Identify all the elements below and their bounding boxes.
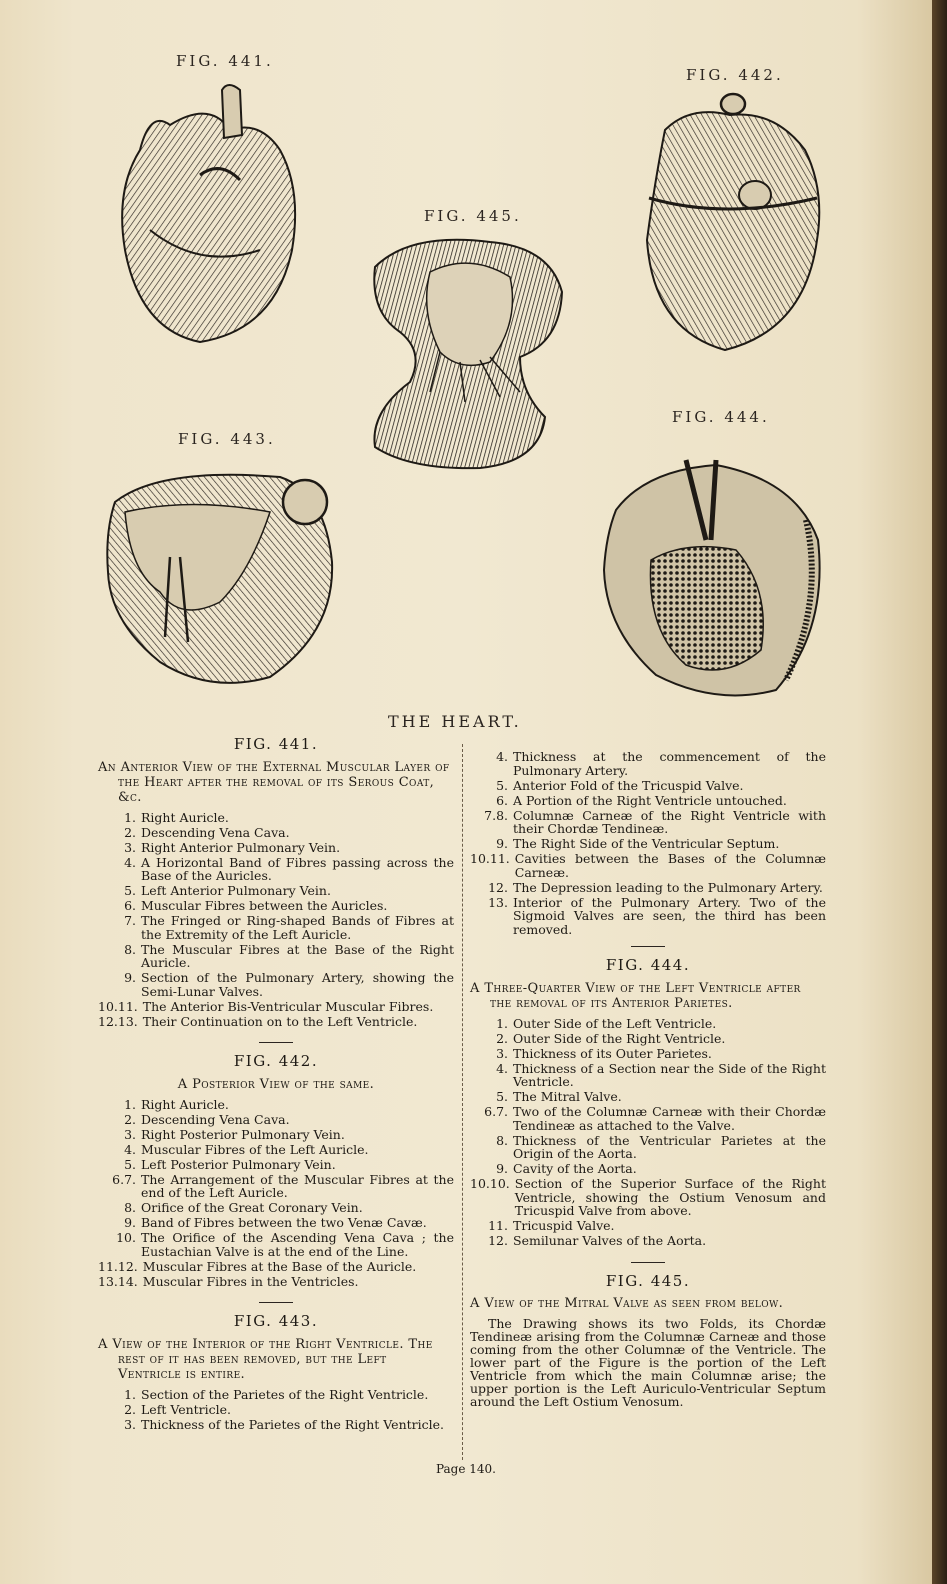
list-item bbox=[98, 1275, 454, 1289]
item-text: Right Posterior Pulmonary Vein. bbox=[141, 1126, 345, 1142]
list-item bbox=[470, 837, 826, 851]
right-column bbox=[470, 750, 826, 1408]
item-text: Tricuspid Valve. bbox=[513, 1218, 615, 1233]
item-number: 11. bbox=[488, 1218, 508, 1233]
item-text: Muscular Fibres at the Base of the Auricle. bbox=[142, 1258, 417, 1274]
fig-443-right-ventricle-illustration bbox=[100, 462, 338, 692]
item-number: 3. bbox=[124, 1126, 136, 1142]
fig-442-items bbox=[98, 1098, 454, 1289]
fig-445-caption: FIG. 445. bbox=[424, 207, 522, 225]
item-text: Descending Vena Cava. bbox=[141, 824, 290, 840]
item-number: 8. bbox=[124, 941, 136, 957]
item-number: 10.11. bbox=[98, 998, 138, 1014]
item-number: 5. bbox=[124, 883, 136, 898]
item-number: 6.7. bbox=[484, 1104, 508, 1119]
item-number: 4. bbox=[124, 1141, 136, 1157]
list-item bbox=[98, 884, 454, 898]
list-item bbox=[98, 1000, 454, 1014]
fig-442-heart-illustration bbox=[635, 90, 827, 360]
item-number: 10.10. bbox=[470, 1176, 510, 1191]
item-text: Section of the Pulmonary Artery, showing the Semi-Lunar Valves. bbox=[141, 970, 454, 999]
item-number: 9. bbox=[124, 970, 136, 985]
list-item bbox=[470, 809, 826, 836]
list-item bbox=[98, 1098, 454, 1112]
item-text: Section of the Superior Surface of the Right Ventricle, showing the Ostium Venosum and Tricuspid Valve from above. bbox=[514, 1176, 826, 1218]
fig-442-title: A Posterior View of the same. bbox=[177, 1076, 375, 1092]
fig-443-items-part1 bbox=[98, 1388, 454, 1432]
list-item bbox=[98, 1403, 454, 1417]
list-item bbox=[470, 852, 826, 879]
list-item bbox=[98, 826, 454, 840]
section-divider bbox=[631, 946, 665, 947]
item-text: Muscular Fibres of the Left Auricle. bbox=[141, 1141, 369, 1157]
item-number: 7.8. bbox=[484, 807, 508, 823]
item-number: 4. bbox=[496, 1060, 508, 1076]
item-number: 2. bbox=[124, 1401, 136, 1417]
fig-441-title: An Anterior View of the External Muscular Layer of the Heart after the removal of its Serous Coat, &c. bbox=[98, 759, 450, 805]
item-number: 3. bbox=[496, 1045, 508, 1061]
list-item bbox=[470, 794, 826, 808]
item-text: The Arrangement of the Muscular Fibres at the end of the Left Auricle. bbox=[141, 1171, 454, 1200]
list-item bbox=[470, 779, 826, 793]
item-text: Thickness at the commencement of the Pulmonary Artery. bbox=[513, 749, 826, 778]
item-text: The Right Side of the Ventricular Septum. bbox=[513, 836, 780, 851]
list-item bbox=[470, 1134, 826, 1161]
item-text: Left Anterior Pulmonary Vein. bbox=[141, 883, 331, 898]
list-item bbox=[470, 1032, 826, 1046]
item-text: Orifice of the Great Coronary Vein. bbox=[141, 1200, 363, 1215]
list-item bbox=[98, 971, 454, 998]
item-text: Band of Fibres between the two Venæ Cavæ. bbox=[141, 1215, 427, 1230]
item-text: The Muscular Fibres at the Base of the Right Auricle. bbox=[141, 941, 454, 970]
fig-441-heart-illustration bbox=[110, 80, 310, 350]
column-divider bbox=[462, 744, 463, 1460]
fig-445-title: A View of the Mitral Valve as seen from below. bbox=[470, 1296, 784, 1311]
item-text: Section of the Parietes of the Right Ventricle. bbox=[141, 1386, 429, 1402]
item-number: 1. bbox=[496, 1015, 508, 1031]
fig-444-caption: FIG. 444. bbox=[672, 408, 770, 426]
item-number: 13.14. bbox=[98, 1273, 138, 1289]
item-number: 2. bbox=[124, 1111, 136, 1127]
section-divider bbox=[259, 1302, 293, 1303]
list-item bbox=[470, 1105, 826, 1132]
item-text: Cavity of the Aorta. bbox=[513, 1161, 637, 1176]
item-text: The Anterior Bis-Ventricular Muscular Fibres. bbox=[142, 998, 434, 1014]
list-item bbox=[98, 943, 454, 970]
list-item bbox=[98, 1128, 454, 1142]
item-text: A Horizontal Band of Fibres passing across the Base of the Auricles. bbox=[141, 854, 454, 883]
list-item bbox=[470, 1062, 826, 1089]
item-number: 7. bbox=[124, 913, 136, 928]
item-text: Their Continuation on to the Left Ventricle. bbox=[142, 1013, 418, 1029]
item-number: 2. bbox=[124, 824, 136, 840]
list-item bbox=[470, 1017, 826, 1031]
list-item bbox=[98, 856, 454, 883]
item-text: Interior of the Pulmonary Artery. Two of the Sigmoid Valves are seen, the third has been removed. bbox=[513, 894, 826, 937]
list-item bbox=[98, 1418, 454, 1432]
list-item bbox=[470, 1219, 826, 1233]
item-number: 5. bbox=[496, 777, 508, 793]
item-number: 1. bbox=[124, 809, 136, 825]
list-item bbox=[98, 1388, 454, 1402]
fig-443-title: A View of the Interior of the Right Ventricle. The rest of it has been removed, but the Left Ventricle is entire. bbox=[98, 1336, 433, 1382]
item-number: 13. bbox=[488, 894, 508, 910]
item-text: Right Auricle. bbox=[141, 809, 229, 825]
item-text: Muscular Fibres between the Auricles. bbox=[141, 898, 388, 913]
item-number: 9. bbox=[124, 1215, 136, 1230]
list-item bbox=[98, 899, 454, 913]
list-item bbox=[470, 1047, 826, 1061]
item-text: Columnæ Carneæ of the Right Ventricle with their Chordæ Tendineæ. bbox=[513, 807, 826, 836]
list-item bbox=[98, 811, 454, 825]
fig-443-caption: FIG. 443. bbox=[178, 430, 276, 448]
item-number: 4. bbox=[496, 749, 508, 764]
section-divider bbox=[631, 1262, 665, 1263]
item-text: The Mitral Valve. bbox=[513, 1089, 622, 1104]
item-text: Thickness of the Parietes of the Right Ventricle. bbox=[141, 1416, 444, 1432]
item-text: The Fringed or Ring-shaped Bands of Fibres at the Extremity of the Left Auricle. bbox=[141, 913, 454, 942]
item-number: 6. bbox=[124, 898, 136, 913]
fig-442-caption: FIG. 442. bbox=[686, 66, 784, 84]
list-item bbox=[470, 750, 826, 777]
list-item bbox=[470, 896, 826, 937]
list-item bbox=[98, 1231, 454, 1258]
fig-441-caption: FIG. 441. bbox=[176, 52, 274, 70]
fig-444-left-ventricle-illustration bbox=[596, 450, 828, 706]
fig-445-description: The Drawing shows its two Folds, its Chordæ Tendineæ arising from the Columnæ Carneæ and those coming from the other Columnæ of the Ventricle. The lower part of the Figure is the portion of the Left Ventricle from which the main Columnæ arise; the upper portion is the Left Auriculo-Ventricular Septum around the Left Ostium Venosum. bbox=[470, 1316, 826, 1409]
fig-441-heading: FIG. 441. bbox=[233, 735, 319, 753]
item-number: 10.11. bbox=[470, 851, 510, 866]
fig-443-heading: FIG. 443. bbox=[233, 1312, 319, 1330]
item-text: The Depression leading to the Pulmonary Artery. bbox=[513, 879, 823, 895]
item-number: 12.13. bbox=[98, 1013, 138, 1029]
list-item bbox=[470, 1162, 826, 1176]
fig-441-items bbox=[98, 811, 454, 1029]
item-text: Anterior Fold of the Tricuspid Valve. bbox=[513, 777, 744, 793]
item-number: 5. bbox=[496, 1089, 508, 1104]
plate-title: THE HEART. bbox=[388, 712, 522, 731]
item-text: A Portion of the Right Ventricle untouched. bbox=[513, 792, 787, 808]
item-text: Outer Side of the Left Ventricle. bbox=[513, 1015, 717, 1031]
item-text: Muscular Fibres in the Ventricles. bbox=[142, 1273, 359, 1289]
section-divider bbox=[259, 1042, 293, 1043]
fig-444-heading: FIG. 444. bbox=[605, 956, 691, 974]
item-text: Two of the Columnæ Carneæ with their Chordæ Tendineæ as attached to the Valve. bbox=[513, 1104, 826, 1133]
item-text: Descending Vena Cava. bbox=[141, 1111, 290, 1127]
fig-444-items bbox=[470, 1017, 826, 1248]
item-number: 4. bbox=[124, 854, 136, 870]
list-item bbox=[98, 841, 454, 855]
item-text: Semilunar Valves of the Aorta. bbox=[513, 1233, 707, 1248]
item-number: 6.7. bbox=[112, 1171, 136, 1187]
item-number: 1. bbox=[124, 1386, 136, 1402]
left-column bbox=[98, 735, 454, 1433]
item-number: 12. bbox=[488, 879, 508, 895]
item-number: 9. bbox=[496, 836, 508, 851]
item-text: Thickness of a Section near the Side of the Right Ventricle. bbox=[513, 1060, 826, 1089]
item-text: Cavities between the Bases of the Columnæ Carneæ. bbox=[514, 851, 826, 880]
item-number: 1. bbox=[124, 1096, 136, 1112]
list-item bbox=[98, 1216, 454, 1230]
item-text: Left Ventricle. bbox=[141, 1401, 232, 1417]
list-item bbox=[470, 1177, 826, 1218]
book-binding-edge bbox=[932, 0, 947, 1584]
list-item bbox=[470, 881, 826, 895]
fig-443-items-part2 bbox=[470, 750, 826, 936]
item-text: Left Posterior Pulmonary Vein. bbox=[141, 1156, 336, 1172]
item-number: 12. bbox=[488, 1233, 508, 1248]
item-text: Thickness of the Ventricular Parietes at the Origin of the Aorta. bbox=[513, 1132, 826, 1161]
item-text: The Orifice of the Ascending Vena Cava ; the Eustachian Valve is at the end of the Line. bbox=[141, 1230, 454, 1259]
fig-442-heading: FIG. 442. bbox=[233, 1052, 319, 1070]
list-item bbox=[98, 1015, 454, 1029]
list-item bbox=[470, 1234, 826, 1248]
item-number: 8. bbox=[124, 1200, 136, 1215]
item-number: 6. bbox=[496, 792, 508, 808]
item-number: 3. bbox=[124, 1416, 136, 1432]
list-item bbox=[470, 1090, 826, 1104]
item-number: 2. bbox=[496, 1030, 508, 1046]
item-text: Outer Side of the Right Ventricle. bbox=[513, 1030, 726, 1046]
item-number: 5. bbox=[124, 1156, 136, 1172]
list-item bbox=[98, 1158, 454, 1172]
list-item bbox=[98, 1113, 454, 1127]
list-item bbox=[98, 914, 454, 941]
list-item bbox=[98, 1143, 454, 1157]
item-number: 8. bbox=[496, 1132, 508, 1148]
item-text: Thickness of its Outer Parietes. bbox=[513, 1045, 712, 1061]
page-number: Page 140. bbox=[435, 1462, 496, 1476]
item-text: Right Anterior Pulmonary Vein. bbox=[141, 839, 341, 855]
list-item bbox=[98, 1173, 454, 1200]
fig-445-mitral-valve-illustration bbox=[370, 232, 568, 472]
list-item bbox=[98, 1201, 454, 1215]
fig-445-heading: FIG. 445. bbox=[605, 1271, 691, 1290]
list-item bbox=[98, 1260, 454, 1274]
fig-444-title: A Three-Quarter View of the Left Ventricle after the removal of its Anterior Parietes. bbox=[470, 980, 801, 1011]
item-number: 9. bbox=[496, 1161, 508, 1176]
item-text: Right Auricle. bbox=[141, 1096, 229, 1112]
item-number: 3. bbox=[124, 839, 136, 855]
item-number: 10. bbox=[116, 1230, 136, 1245]
item-number: 11.12. bbox=[98, 1258, 138, 1274]
